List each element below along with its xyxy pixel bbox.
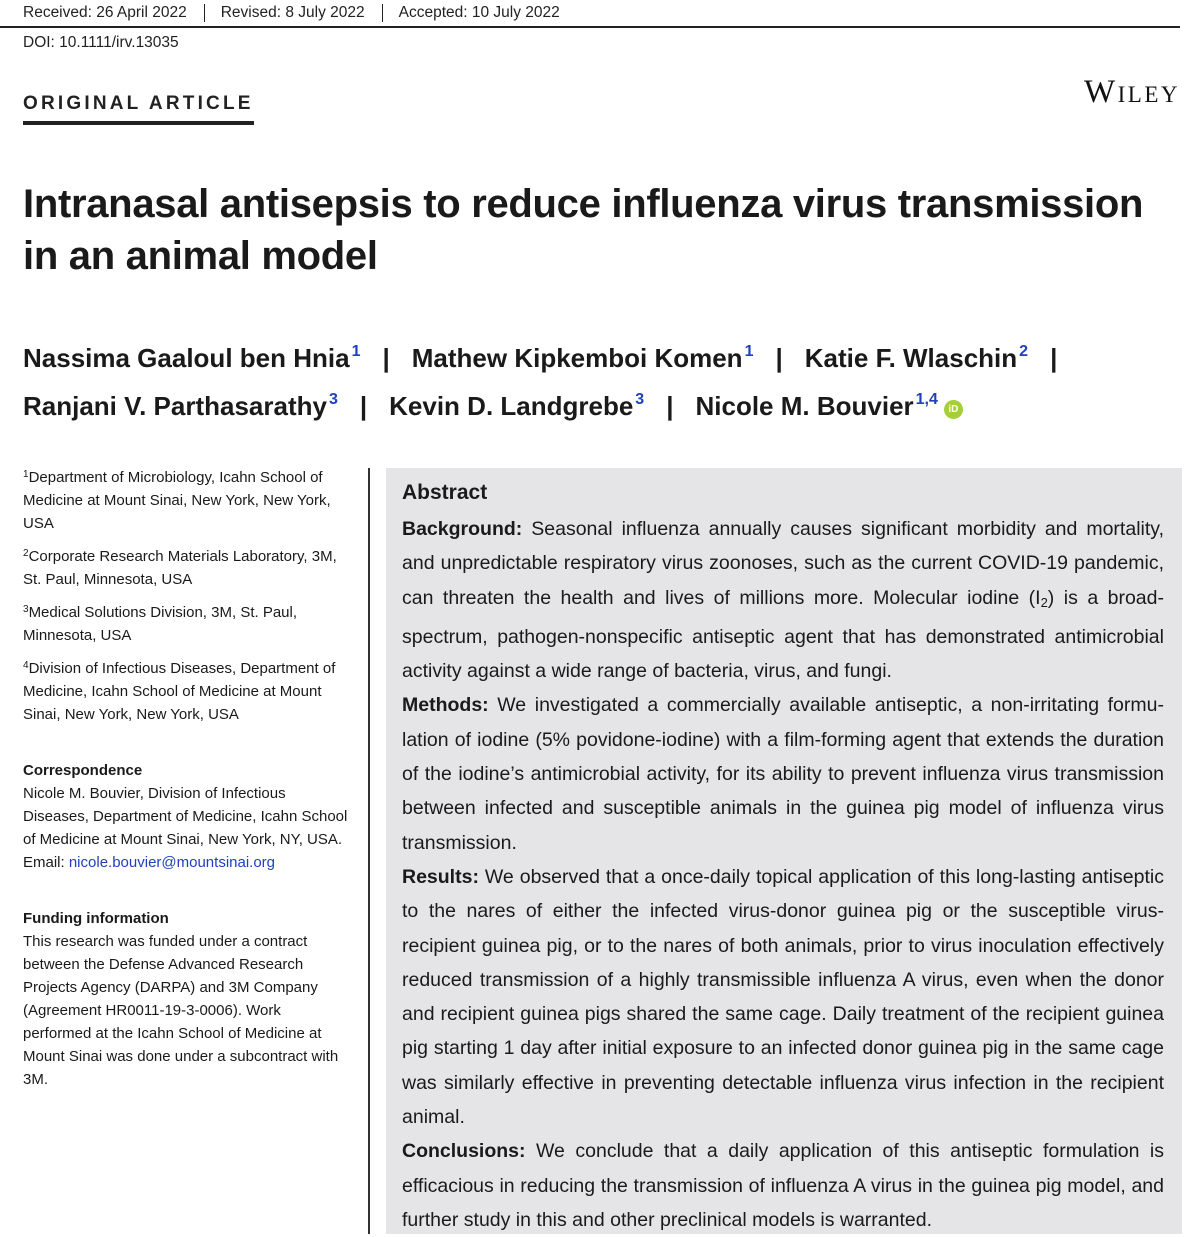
correspondence-email-line: Email: nicole.bouvier@mountsinai.org [23, 854, 276, 871]
affiliation-ref[interactable]: 2 [1019, 343, 1029, 360]
publisher-logo: Wiley [1083, 74, 1180, 110]
author[interactable]: Katie F. Wlaschin $^2$ [804, 343, 1029, 373]
abstract-results: Results: We observed that a once-daily topical application of this long-lasting antiseptic to the nares of either the infected virus-donor guinea pig or the susceptible virus-recipient guinea pig, or to the nares of both animals, prior to virus inoculation effectively reduced transmission of a highly transmissible influenza A virus, even when the donor and recipient guinea pigs shared the same cage. Daily treatment of the recipient guinea pig starting 1 day after initial exposure to an infected donor guinea pig in the same cage was similarly effective in preventing detectable influenza virus infection in the recipient animal. [402, 865, 1164, 1129]
abstract-methods: Methods: We investigated a commercially available antiseptic, a non-irritating formulation of iodine (5% povidone-iodine) with a film-forming agent that extends the duration of the iodine’s antimicrobial activity, for its ability to prevent influenza virus transmission between infected and susceptible animals in the guinea pig model of influenza virus transmission. [402, 694, 1164, 854]
author-separator: | [1050, 343, 1058, 373]
author[interactable]: Nicole M. Bouvier $^{1,4}$ [695, 391, 938, 421]
article-dates-bar [0, 0, 1180, 28]
abstract-background: Background: Seasonal influenza annually causes significant morbidity and mortality, and unpredictable respiratory virus zoonoses, such as the current COVID-19 pandemic, can threaten the health and lives of millions more. Molecular iodine $(I_2)$ is a broad-spectrum, pathogen-nonspecific antiseptic agent that has demonstrated antimicrobial activity against a wide range of bacteria, virus, and fungi. [402, 518, 1164, 683]
author[interactable]: Ranjani V. Parthasarathy $^3$ [23, 391, 338, 421]
affiliation: $^1$Department of Microbiology, Icahn School of Medicine at Mount Sinai, New York, New York, USA [23, 469, 331, 532]
affiliation-ref[interactable]: 1 [351, 343, 361, 360]
affiliation-ref[interactable]: 3 [635, 391, 645, 408]
author[interactable]: Mathew Kipkemboi Komen $^1$ [411, 343, 754, 373]
affiliation-ref[interactable]: 1 [744, 343, 754, 360]
affiliation: $^4$Division of Infectious Diseases, Department of Medicine, Icahn School of Medicine at Mount Sinai, New York, New York, USA [23, 660, 336, 723]
orcid-icon[interactable]: iD [944, 400, 963, 419]
affiliation: $^2$Corporate Research Materials Laboratory, 3M, St. Paul, Minnesota, USA [23, 548, 337, 588]
funding-block [23, 907, 351, 1091]
revised-date: Revised: 8 July 2022 [204, 4, 382, 22]
correspondence-block [23, 759, 351, 874]
author-separator: | [382, 343, 390, 373]
affiliation: $^3$Medical Solutions Division, 3M, St. Paul, Minnesota, USA [23, 604, 298, 644]
email-link[interactable]: nicole.bouvier@mountsinai.org [68, 854, 276, 871]
abstract-heading: Abstract [402, 481, 488, 504]
author-list [23, 331, 1183, 427]
accepted-date: Accepted: 10 July 2022 [382, 4, 577, 22]
article-title: Intranasal antisepsis to reduce influenza virus transmission in an animal model [23, 182, 1144, 278]
author-separator: | [775, 343, 783, 373]
correspondence-heading: Correspondence [23, 762, 143, 779]
column-divider [368, 468, 370, 1234]
affiliation-ref[interactable]: 3 [328, 391, 338, 408]
affiliations-column [23, 463, 351, 1091]
funding-text: This research was funded under a contract between the Defense Advanced Research Projects Agency (DARPA) and 3M Company (Agreement HR0011-19-3-0006). Work performed at the Icahn School of Medicine at Mount Sinai was done under a subcontract with 3M. [23, 933, 339, 1088]
author[interactable]: Kevin D. Landgrebe $^3$ [389, 391, 645, 421]
doi[interactable]: DOI: 10.1111/irv.13035 [23, 34, 179, 51]
author-separator: | [359, 391, 368, 421]
author-separator: | [666, 391, 674, 421]
author[interactable]: Nassima Gaaloul ben Hnia $^1$ [23, 343, 361, 373]
affiliation-ref[interactable]: 1,4 [915, 391, 938, 408]
abstract-conclusions: Conclusions: We conclude that a daily application of this antiseptic formulation is efficacious in reducing the transmission of influenza A virus in the guinea pig model, and further study in this and other preclinical models is warranted. [402, 1140, 1164, 1231]
received-date: Received: 26 April 2022 [23, 4, 187, 21]
funding-heading: Funding information [23, 910, 169, 927]
article-type: ORIGINAL ARTICLE [23, 93, 254, 125]
abstract-panel [386, 468, 1182, 1234]
correspondence-text: Nicole M. Bouvier, Division of Infectious Diseases, Department of Medicine, Icahn School of Medicine at Mount Sinai, New York, NY, USA. [23, 785, 348, 848]
